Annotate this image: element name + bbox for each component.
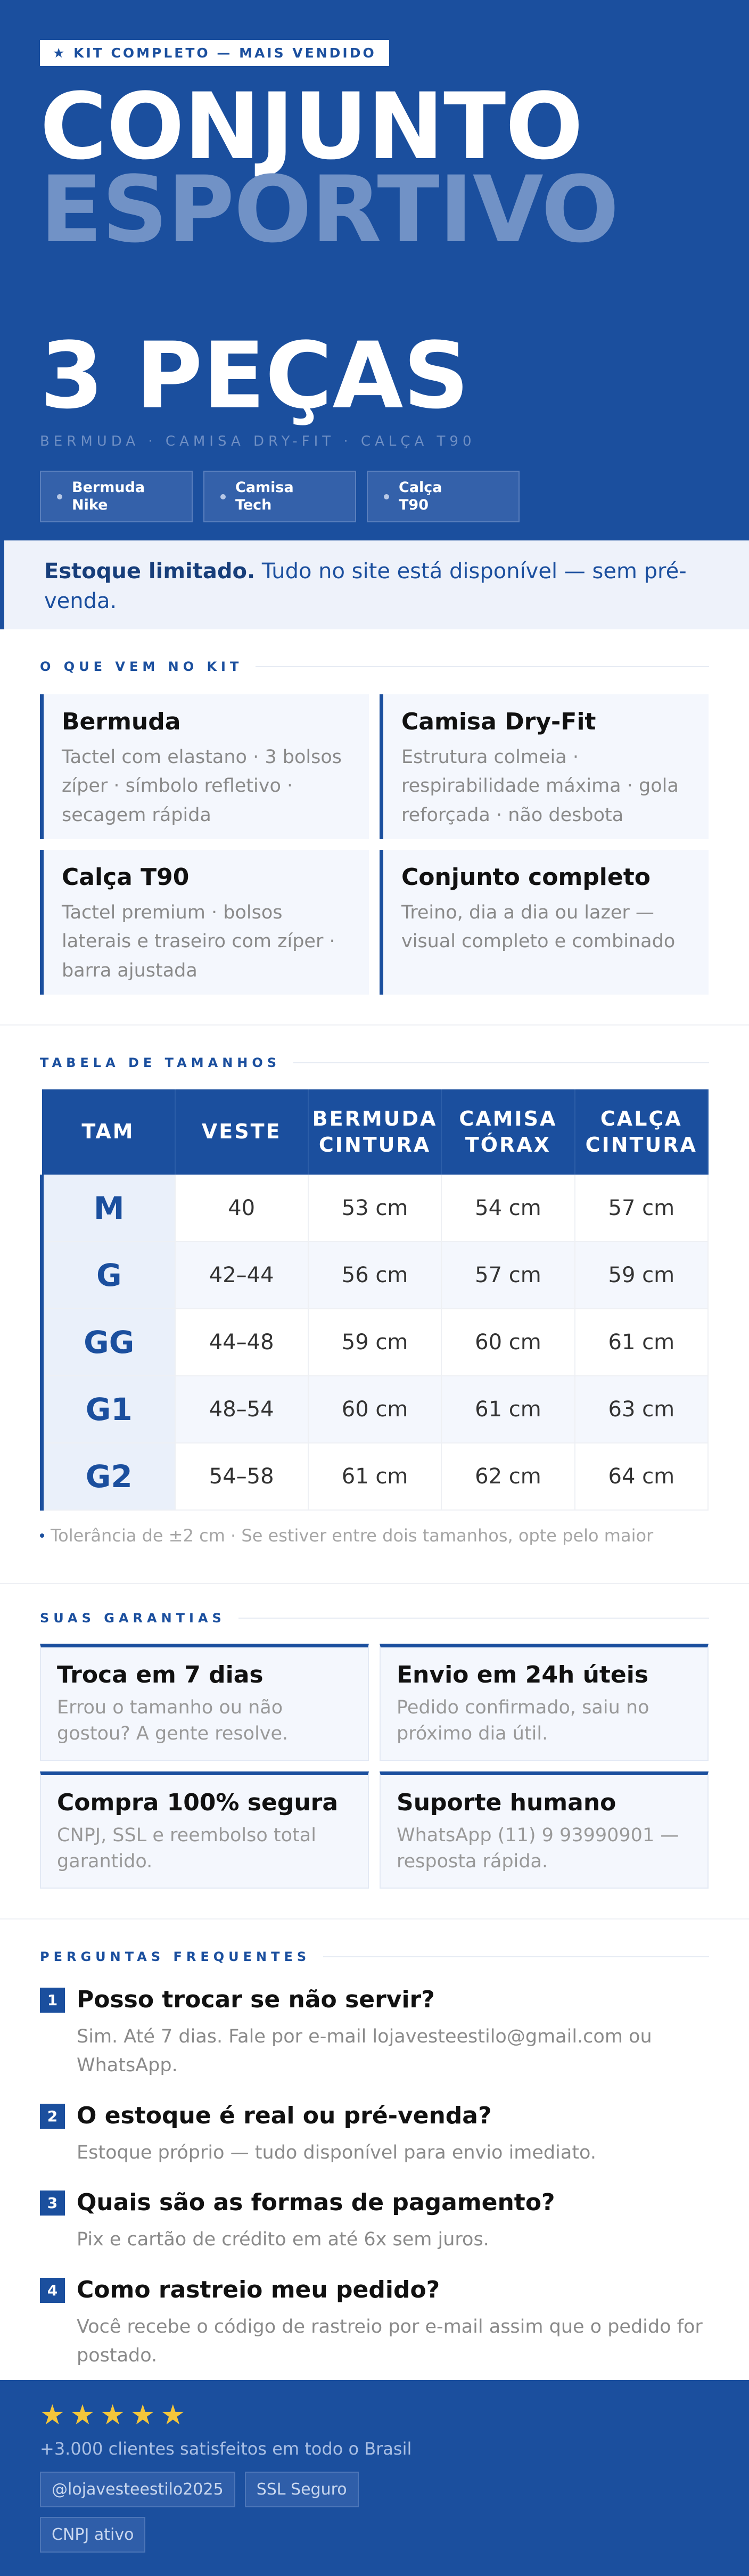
bullet-dot-icon [384, 494, 389, 499]
guarantees-grid [40, 1644, 709, 1889]
header-bermuda-cintura: BERMUDA CINTURA [308, 1089, 441, 1175]
pieces-subline: BERMUDA · CAMISA DRY-FIT · CALÇA T90 [40, 433, 476, 449]
header-veste: VESTE [175, 1089, 308, 1175]
section-divider-line [256, 666, 709, 667]
size-cell: G1 [42, 1376, 175, 1443]
bullet-dot-icon [40, 1533, 44, 1538]
bullet-dot-icon [57, 494, 62, 499]
faq-section-label [40, 1949, 709, 1964]
table-cell: 62 cm [441, 1443, 574, 1510]
faq-number: 1 [40, 1988, 65, 2013]
section-divider-line [293, 1062, 709, 1063]
table-cell: 60 cm [441, 1309, 574, 1376]
table-cell: 54 cm [441, 1175, 574, 1242]
guarantee-card-exchange [40, 1644, 369, 1761]
star-icon: ★ [160, 2399, 186, 2431]
cnpj-tag: CNPJ ativo [40, 2517, 145, 2553]
stock-notice-text: Tudo no site está disponível — sem pré-venda. [44, 559, 687, 613]
kit-card-calca [40, 850, 369, 995]
chip-label: Camisa Tech [235, 479, 294, 513]
guarantee-card-secure [40, 1771, 369, 1889]
faq-item[interactable] [40, 1984, 709, 2080]
size-table [40, 1089, 709, 1511]
size-table-section [0, 1026, 749, 1546]
table-cell: 59 cm [308, 1309, 441, 1376]
guarantee-title: Suporte humano [397, 1789, 616, 1816]
guarantee-desc: Pedido confirmado, saiu no próximo dia útil. [397, 1697, 649, 1744]
guarantee-desc: WhatsApp (11) 9 93990901 — resposta rápida. [397, 1825, 679, 1872]
section-label-text: TABELA DE TAMANHOS [40, 1055, 281, 1070]
title-line-2: ESPORTIVO [40, 156, 619, 263]
table-cell: 63 cm [575, 1376, 708, 1443]
size-cell: G2 [42, 1443, 175, 1510]
faq-item[interactable] [40, 2187, 709, 2254]
best-seller-badge: ★ KIT COMPLETO — MAIS VENDIDO [40, 40, 389, 66]
table-cell: 60 cm [308, 1376, 441, 1443]
kit-card-conjunto [380, 850, 709, 995]
guarantee-title: Troca em 7 dias [57, 1661, 264, 1688]
instagram-tag[interactable]: @lojavesteestilo2025 [40, 2472, 235, 2507]
guarantee-desc: Errou o tamanho ou não gostou? A gente resolve. [57, 1697, 289, 1744]
table-cell: 42–44 [175, 1242, 308, 1309]
kit-card-camisa [380, 694, 709, 839]
size-cell: M [42, 1175, 175, 1242]
section-label-text: O QUE VEM NO KIT [40, 659, 243, 674]
guarantee-title: Compra 100% segura [57, 1789, 339, 1816]
kit-card-desc: Tactel com elastano · 3 bolsos zíper · símbolo refletivo · secagem rápida [62, 746, 342, 826]
guarantee-card-support [380, 1771, 709, 1889]
faq-number: 4 [40, 2278, 65, 2303]
chip-label: Bermuda Nike [72, 479, 145, 513]
faq-number: 2 [40, 2104, 65, 2129]
faq-question: Quais são as formas de pagamento? [77, 2189, 555, 2217]
header-camisa-torax: CAMISA TÓRAX [441, 1089, 574, 1175]
chip-calca[interactable] [367, 471, 520, 522]
table-row [42, 1309, 709, 1376]
chip-bermuda[interactable] [40, 471, 193, 522]
size-cell: GG [42, 1309, 175, 1376]
size-tolerance-note [40, 1525, 709, 1546]
rating-stars [40, 2401, 709, 2429]
size-table-header-row [42, 1089, 709, 1175]
kit-card-desc: Estrutura colmeia · respirabilidade máxima · gola reforçada · não desbota [401, 746, 679, 826]
title-line-1: CONJUNTO [40, 73, 583, 180]
satisfied-customers: +3.000 clientes satisfeitos em todo o Brasil [40, 2439, 412, 2459]
section-label-text: SUAS GARANTIAS [40, 1611, 226, 1626]
tolerance-text: Tolerância de ±2 cm · Se estiver entre dois tamanhos, opte pelo maior [51, 1525, 654, 1546]
header-tam: TAM [42, 1089, 175, 1175]
kit-card-title: Camisa Dry-Fit [401, 708, 596, 735]
table-cell: 61 cm [308, 1443, 441, 1510]
table-row [42, 1443, 709, 1510]
table-cell: 57 cm [441, 1242, 574, 1309]
size-section-label [40, 1055, 709, 1070]
kit-grid [40, 694, 709, 995]
table-row [42, 1376, 709, 1443]
table-cell: 59 cm [575, 1242, 708, 1309]
guarantees-section [0, 1584, 749, 1889]
faq-question: Como rastreio meu pedido? [77, 2276, 440, 2303]
guarantee-title: Envio em 24h úteis [397, 1661, 649, 1688]
stock-notice [0, 540, 749, 629]
ssl-tag: SSL Seguro [245, 2472, 359, 2507]
guarantees-section-label [40, 1611, 709, 1626]
table-cell: 61 cm [441, 1376, 574, 1443]
faq-answer: Você recebe o código de rastreio por e-mail assim que o pedido for postado. [77, 2316, 703, 2366]
table-cell: 48–54 [175, 1376, 308, 1443]
faq-answer: Estoque próprio — tudo disponível para envio imediato. [77, 2142, 596, 2163]
kit-section-label [40, 659, 709, 674]
chip-label: Calça T90 [399, 479, 442, 513]
table-row [42, 1242, 709, 1309]
kit-card-bermuda [40, 694, 369, 839]
star-icon: ★ [100, 2399, 125, 2431]
faq-section [0, 1919, 749, 2370]
size-cell: G [42, 1242, 175, 1309]
footer [0, 2380, 749, 2576]
table-cell: 64 cm [575, 1443, 708, 1510]
section-label-text: PERGUNTAS FREQUENTES [40, 1949, 311, 1964]
faq-item[interactable] [40, 2275, 709, 2370]
kit-card-desc: Tactel premium · bolsos laterais e traseiro com zíper · barra ajustada [62, 902, 335, 981]
section-divider-line [323, 1956, 709, 1957]
faq-number: 3 [40, 2191, 65, 2216]
star-icon: ★ [130, 2399, 155, 2431]
section-divider-line [238, 1618, 709, 1619]
kit-card-title: Bermuda [62, 708, 181, 735]
guarantee-desc: CNPJ, SSL e reembolso total garantido. [57, 1825, 316, 1872]
footer-tags [40, 2472, 413, 2553]
faq-question: Posso trocar se não servir? [77, 1986, 435, 2013]
table-cell: 54–58 [175, 1443, 308, 1510]
guarantee-card-shipping [380, 1644, 709, 1761]
kit-card-desc: Treino, dia a dia ou lazer — visual completo e combinado [401, 902, 676, 953]
table-cell: 44–48 [175, 1309, 308, 1376]
faq-item[interactable] [40, 2101, 709, 2167]
kit-card-title: Conjunto completo [401, 864, 651, 891]
star-icon: ★ [70, 2399, 95, 2431]
stock-notice-bold: Estoque limitado. [44, 559, 256, 584]
table-cell: 53 cm [308, 1175, 441, 1242]
bullet-dot-icon [220, 494, 226, 499]
table-cell: 61 cm [575, 1309, 708, 1376]
hero-section [0, 0, 749, 540]
kit-card-title: Calça T90 [62, 864, 190, 891]
pieces-count: 3 PEÇAS [40, 322, 470, 429]
table-cell: 56 cm [308, 1242, 441, 1309]
table-cell: 57 cm [575, 1175, 708, 1242]
piece-chips [40, 471, 709, 522]
table-row [42, 1175, 709, 1242]
kit-section [0, 629, 749, 995]
header-calca-cintura: CALÇA CINTURA [575, 1089, 708, 1175]
table-cell: 40 [175, 1175, 308, 1242]
faq-answer: Pix e cartão de crédito em até 6x sem juros. [77, 2229, 489, 2251]
faq-answer: Sim. Até 7 dias. Fale por e-mail lojavesteestilo@gmail.com ou WhatsApp. [77, 2026, 652, 2077]
star-icon: ★ [40, 2399, 65, 2431]
chip-camisa[interactable] [203, 471, 356, 522]
faq-question: O estoque é real ou pré-venda? [77, 2102, 492, 2129]
